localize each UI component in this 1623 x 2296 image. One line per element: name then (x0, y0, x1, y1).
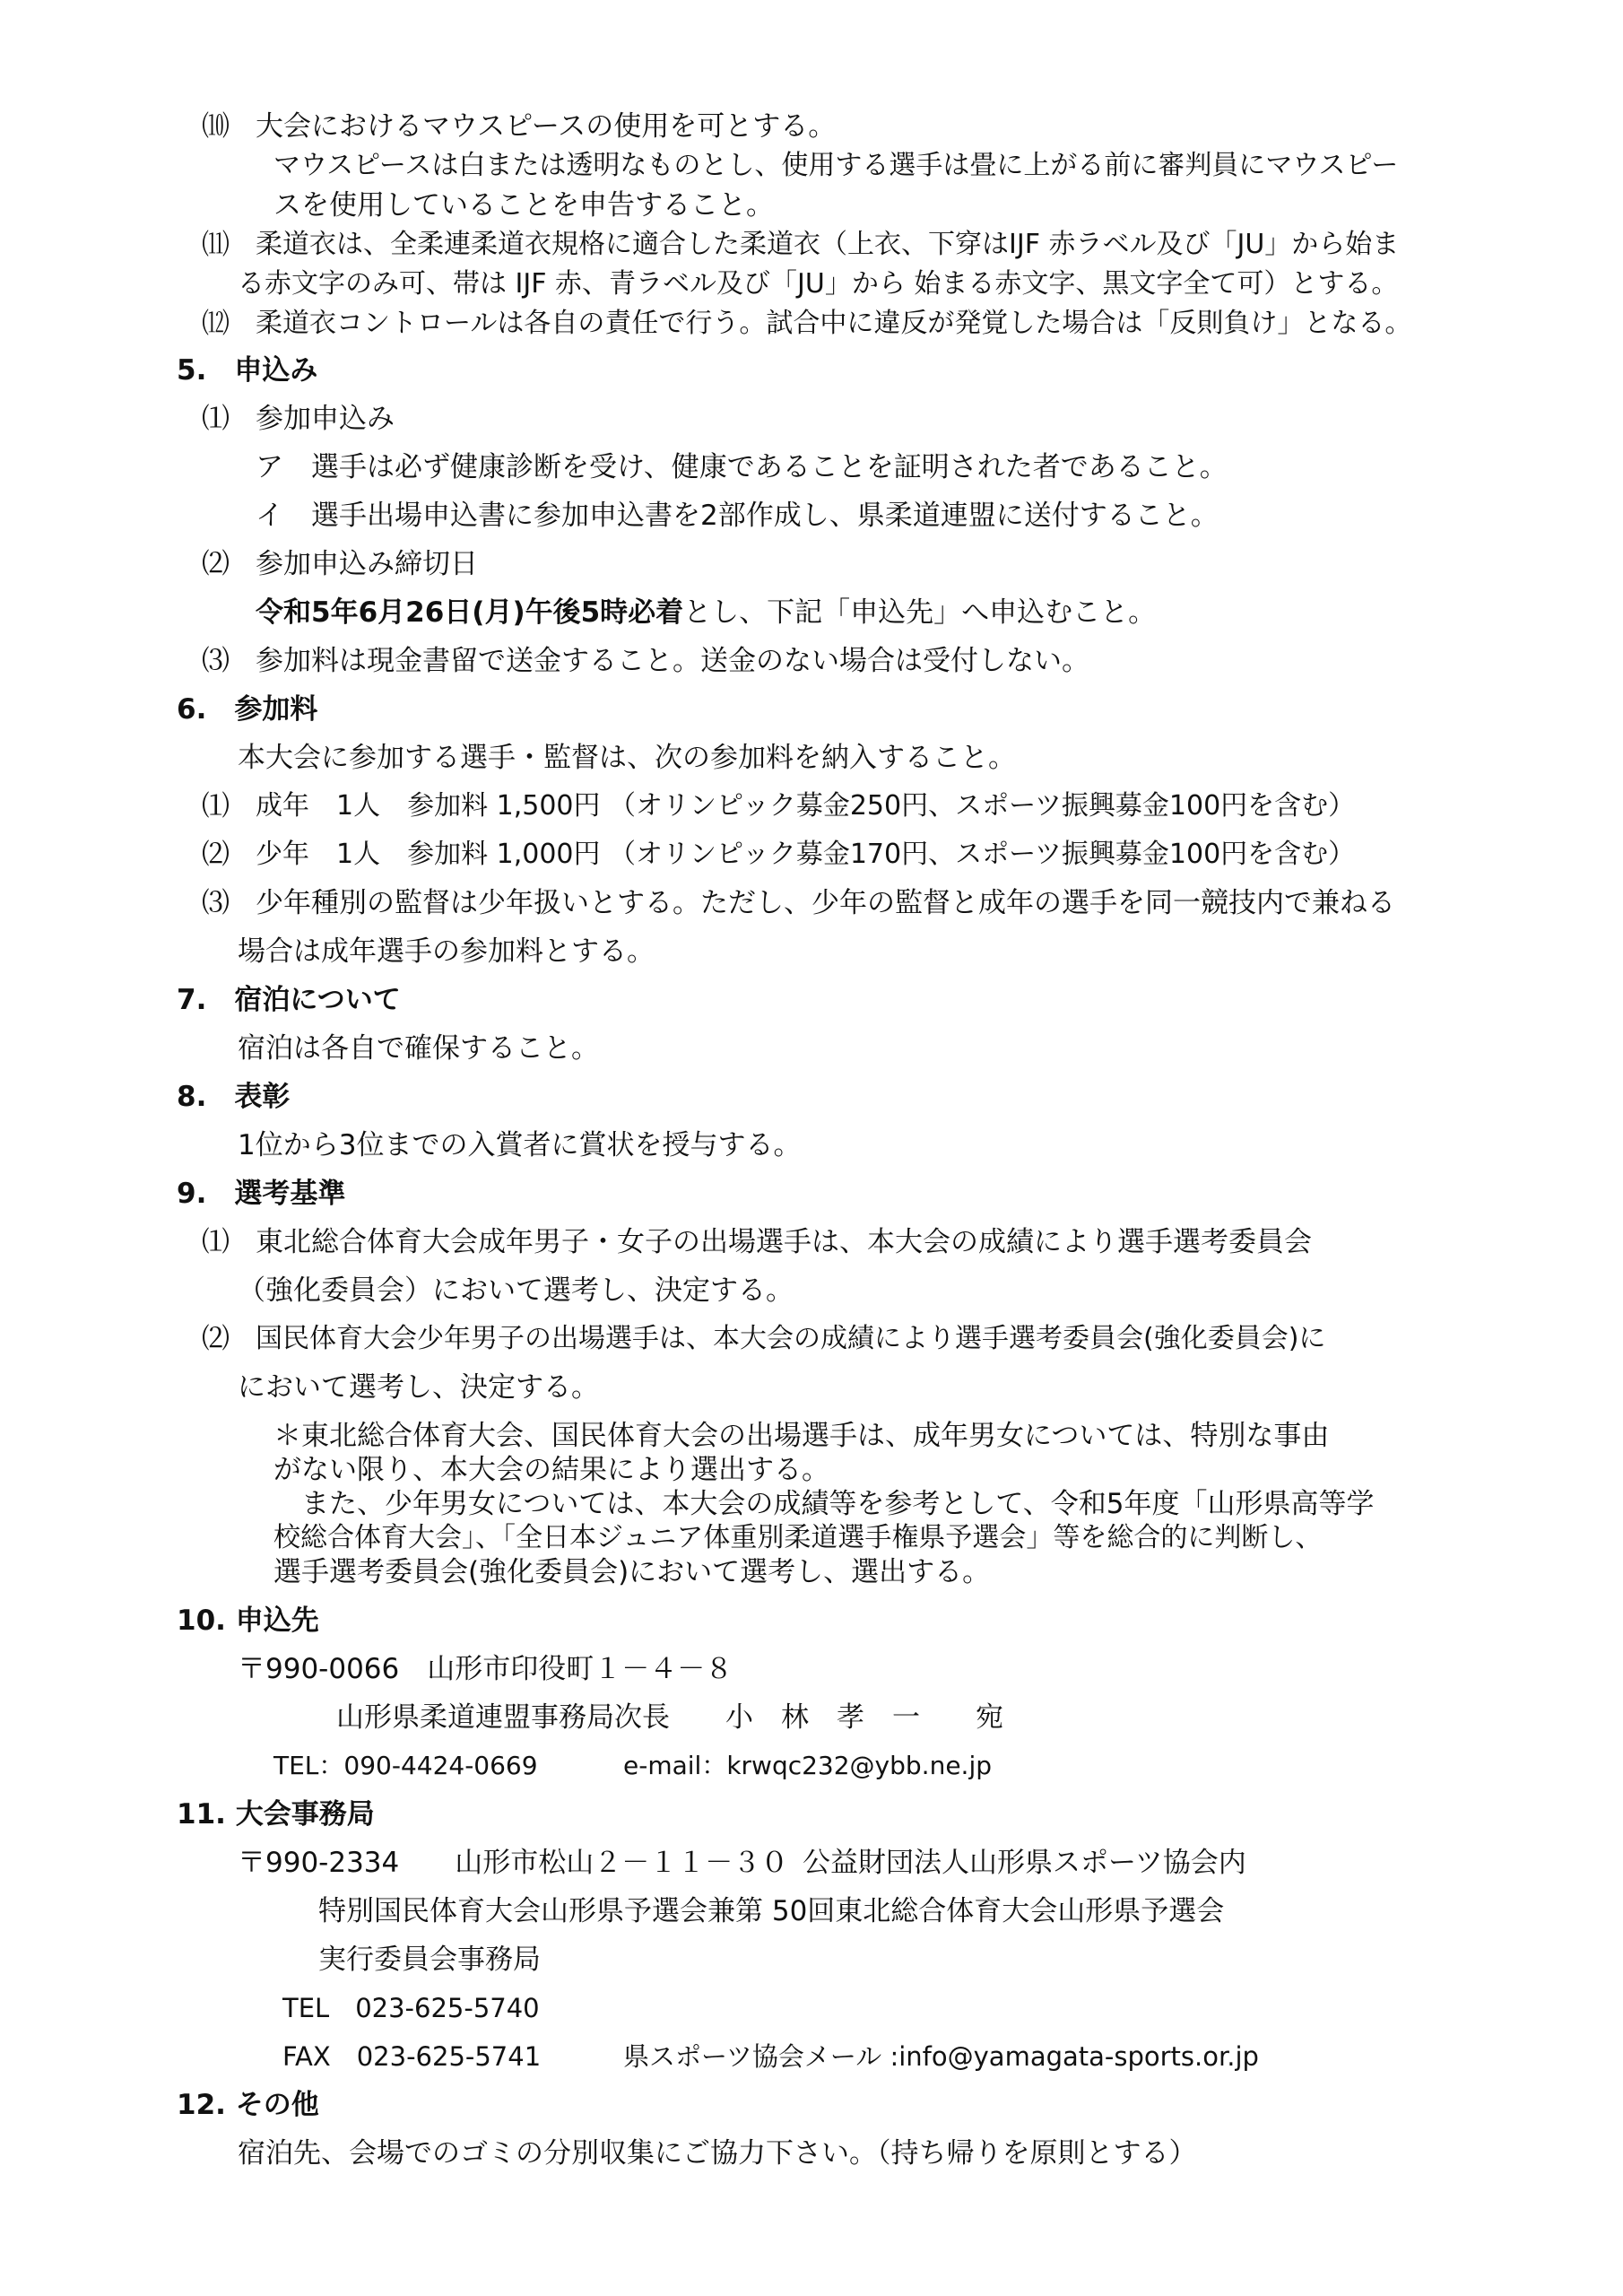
fee-youth: 少年 1人 参加料 1,000円 （オリンピック募金170円、スポーツ振興募金100円を含む） (256, 839, 1356, 870)
committee-name: 特別国民体育大会山形県予選会兼第 50回東北総合体育大会山形県予選会 (318, 1895, 1225, 1927)
deadline-instruction: とし、下記「申込先」へ申込むこと。 (683, 596, 1157, 629)
accommodation-text: 宿泊は各自で確保すること。 (238, 1032, 599, 1065)
phone-number: TEL：090-4424-0669 (273, 1751, 538, 1780)
section-heading: 10. 申込先 (177, 1605, 319, 1637)
section-heading: 12. その他 (177, 2089, 319, 2121)
item-number: ⑴ (202, 790, 230, 822)
email-link[interactable]: 県スポーツ協会メール :info@yamagata-sports.or.jp (623, 2041, 1259, 2072)
selection-note: 選手選考委員会(強化委員会)において選考し、選出する。 (273, 1556, 991, 1588)
awards-text: 1位から3位までの入賞者に賞状を授与する。 (238, 1129, 802, 1161)
deadline-text (256, 596, 1156, 630)
selection-note: 校総合体育大会」、「全日本ジュニア体重別柔道選手権県予選会」等を総合的に判断し、 (273, 1522, 1323, 1553)
selection-criterion: 東北総合体育大会成年男子・女子の出場選手は、本大会の成績により選手選考委員会 (256, 1226, 1312, 1258)
organization: 公益財団法人山形県スポーツ協会内 (803, 1847, 1246, 1879)
item-number: ⑶ (202, 887, 230, 919)
fee-intro: 本大会に参加する選手・監督は、次の参加料を納入すること。 (238, 742, 1016, 774)
application-requirement: イ 選手出場申込書に参加申込書を2部作成し、県柔道連盟に送付すること。 (256, 500, 1219, 532)
item-number: ⑴ (202, 1226, 230, 1258)
section-heading: 8. 表彰 (177, 1081, 291, 1113)
selection-note: がない限り、本大会の結果により選出する。 (273, 1454, 829, 1486)
postal-address: 〒990-0066 山形市印役町１－４－８ (238, 1653, 733, 1685)
postal-address: 〒990-2334 山形市松山２－１１－３０ (238, 1847, 789, 1879)
phone-number: TEL 023-625-5740 (282, 1993, 540, 2023)
selection-criterion: 国民体育大会少年男子の出場選手は、本大会の成績により選手選考委員会(強化委員会)に (256, 1323, 1326, 1354)
selection-note: ＊東北総合体育大会、国民体育大会の出場選手は、成年男女については、特別な事由 (273, 1420, 1330, 1452)
item-number: ⑴ (202, 403, 230, 435)
section-heading: 11. 大会事務局 (177, 1798, 375, 1831)
section-heading: 5. 申込み (177, 354, 318, 387)
application-requirement: ア 選手は必ず健康診断を受け、健康であることを証明された者であること。 (256, 451, 1228, 483)
fee-adult: 成年 1人 参加料 1,500円 （オリンピック募金250円、スポーツ振興募金100円を含む） (256, 790, 1356, 822)
section-heading: 6. 参加料 (177, 693, 318, 726)
mouthpiece-rule-detail: マウスピースは白または透明なものとし、使用する選手は畳に上がる前に審判員にマウスピー (273, 150, 1399, 181)
judogi-rule: 柔道衣は、全柔連柔道衣規格に適合した柔道衣（上衣、下穿はIJF 赤ラベル及び「JU」から始ま (256, 229, 1400, 260)
other-notes: 宿泊先、会場でのゴミの分別収集にご協力下さい。（持ち帰りを原則とする） (238, 2137, 1197, 2170)
fee-coach-rule: 場合は成年選手の参加料とする。 (238, 935, 655, 968)
deadline-item: 参加申込み締切日 (256, 548, 478, 580)
selection-criterion: において選考し、決定する。 (238, 1371, 599, 1404)
fax-number: FAX 023-625-5741 (282, 2041, 542, 2072)
application-item: 参加申込み (256, 403, 395, 435)
selection-criterion: （強化委員会）において選考し、決定する。 (238, 1274, 794, 1307)
item-number: ⑵ (202, 1323, 230, 1355)
fee-payment-rule: 参加料は現金書留で送金すること。送金のない場合は受付しない。 (256, 645, 1089, 677)
fee-coach-rule: 少年種別の監督は少年扱いとする。ただし、少年の監督と成年の選手を同一競技内で兼ねる (256, 887, 1395, 919)
item-number: ⑵ (202, 548, 230, 580)
committee-office: 実行委員会事務局 (318, 1944, 541, 1976)
judogi-rule: る赤文字のみ可、帯は IJF 赤、青ラベル及び「JU」から 始まる赤文字、黒文字全て可）とする。 (238, 268, 1399, 300)
item-number: ⑽ (202, 110, 230, 143)
mouthpiece-rule: 大会におけるマウスピースの使用を可とする。 (256, 110, 837, 143)
selection-note: また、少年男女については、本大会の成績等を参考として、令和5年度「山形県高等学 (273, 1488, 1375, 1520)
recipient: 山形県柔道連盟事務局次長 小 林 孝 一 宛 (336, 1701, 1003, 1734)
mouthpiece-rule-detail: スを使用していることを申告すること。 (273, 189, 774, 222)
judogi-control-rule: 柔道衣コントロールは各自の責任で行う。試合中に違反が発覚した場合は「反則負け」となる。 (256, 308, 1412, 339)
item-number: ⑵ (202, 839, 230, 871)
item-number: ⑶ (202, 645, 230, 677)
email-link[interactable]: e-mail：krwqc232@ybb.ne.jp (623, 1751, 993, 1780)
section-heading: 7. 宿泊について (177, 984, 401, 1016)
deadline-date: 令和5年6月26日(月)午後5時必着 (256, 596, 684, 629)
item-number: ⑿ (202, 308, 230, 340)
section-heading: 9. 選考基準 (177, 1178, 346, 1210)
item-number: ⑾ (202, 229, 230, 261)
